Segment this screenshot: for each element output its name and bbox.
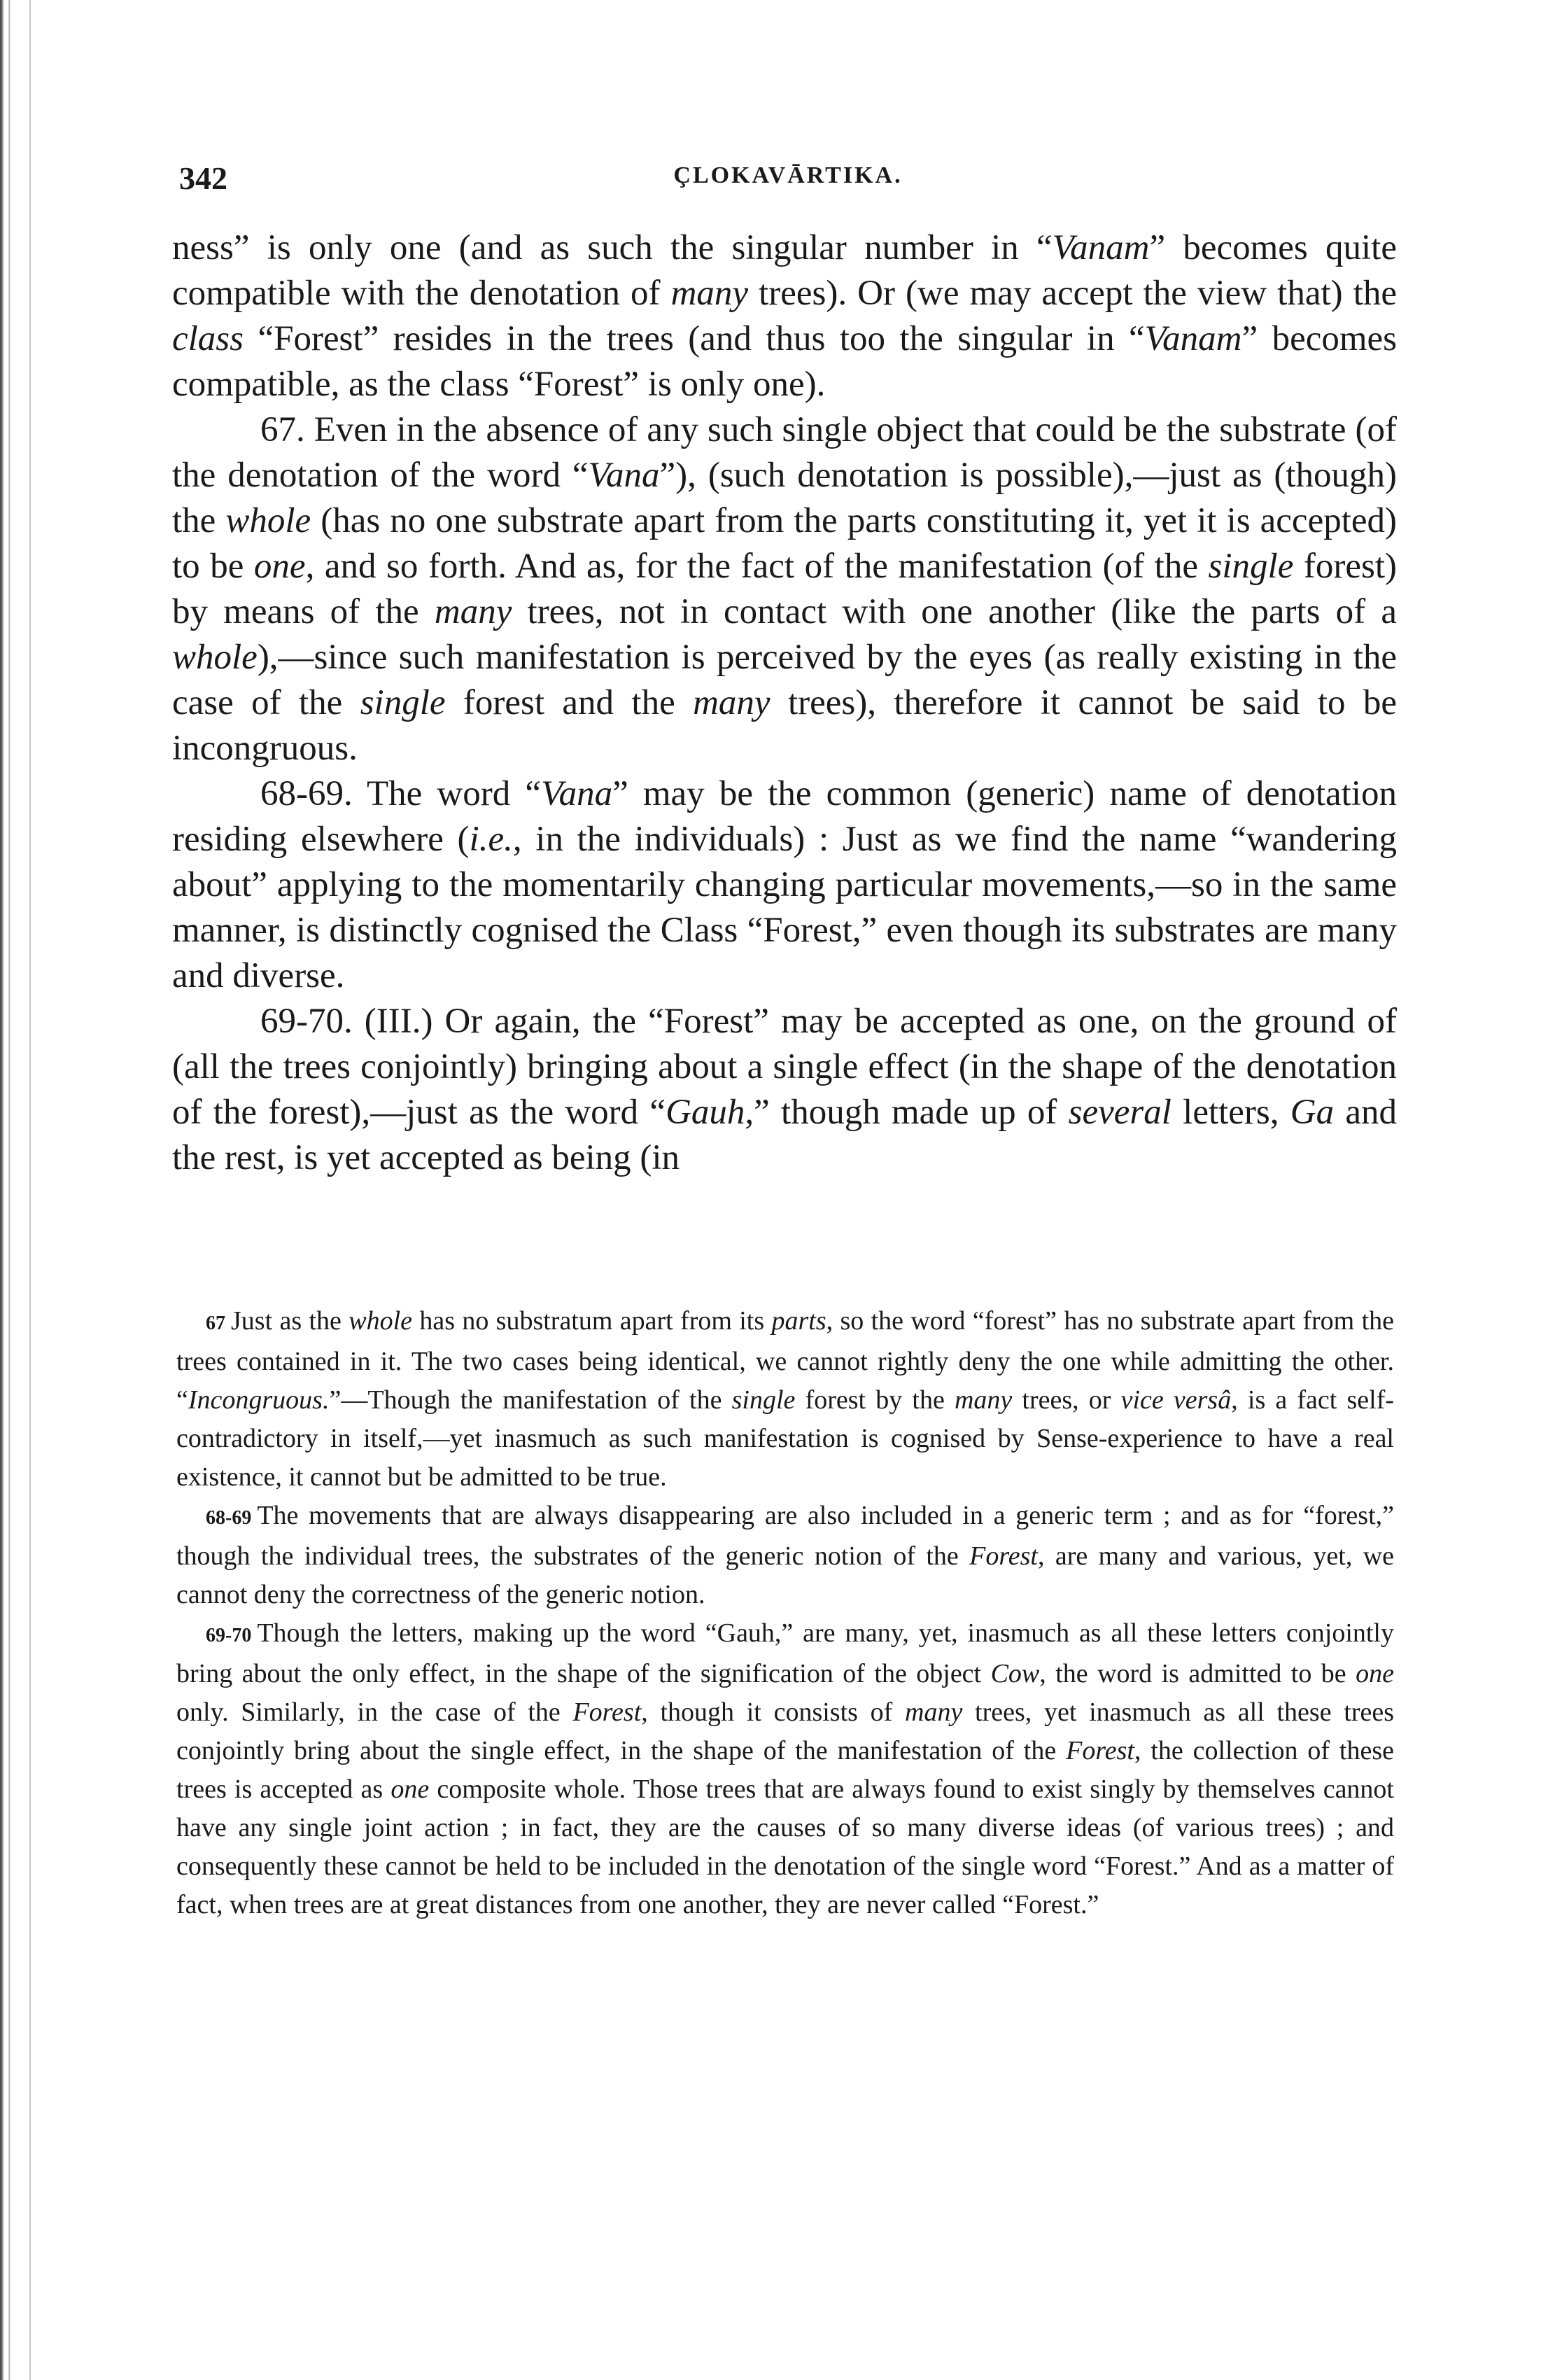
page-header (179, 160, 1397, 202)
scan-edge (0, 0, 13, 2380)
footnotes (176, 1302, 1394, 1924)
footnote-ref: 67 (206, 1312, 225, 1334)
footnote-ref: 69-70 (206, 1625, 252, 1646)
footnote-69-70: 69-70 Though the letters, making up the word “Gauh,” are many, yet, inasmuch as all these letters conjointly bring about the only effect, in the shape of the signification of the object Cow, the word is admitted to be one only. Similarly, in the case of the Forest, though it consists of many trees, yet inasmuch as all these trees conjointly bring about the single effect, in the shape of the manifestation of the Forest, the collection of these trees is accepted as one composite whole. Those trees that are always found to exist singly by themselves cannot have any single joint action ; in fact, they are the causes of so many diverse ideas (of various trees) ; and consequently these cannot be held to be included in the denotation of the single word “Forest.” And as a matter of fact, when trees are at great distances from one another, they are never called “Forest.” (176, 1618, 1394, 1919)
main-text (172, 225, 1397, 1181)
paragraph-continuation: ness” is only one (and as such the singular number in “Vanam” becomes quite compatible with the denotation of many trees). Or (we may accept the view that) the class “Forest” resides in the trees (and thus too the singular in “Vanam” becomes compatible, as the class “Forest” is only one). (172, 228, 1398, 404)
page-number: 342 (179, 160, 227, 196)
footnote-68-69: 68-69 The movements that are always disappearing are also included in a generic term ; and as for “forest,” though the individual trees, the substrates of the generic notion of the Forest, are many and various, yet, we cannot deny the correctness of the generic notion. (176, 1501, 1394, 1609)
paragraph-69-70: 69-70. (III.) Or again, the “Forest” may be accepted as one, on the ground of (all the trees conjointly) bringing about a single effect (in the shape of the denotation of the forest),—just as the word “Gauh,” though made up of several letters, Ga and the rest, is yet accepted as being (in (172, 1002, 1397, 1177)
paragraph-68-69: 68-69. The word “Vana” may be the common (generic) name of denotation residing elsewhere (i.e., in the individuals) : Just as we find the name “wandering about” applying to the momentarily changing particular movements,—so in the same manner, is distinctly cognised the Class “Forest,” even though its substrates are many and diverse. (172, 774, 1397, 995)
paragraph-67: 67. Even in the absence of any such single object that could be the substrate (of the denotation of the word “Vana”), (such denotation is possible),—just as (though) the whole (has no one substrate apart from the parts constituting it, yet it is accepted) to be one, and so forth. And as, for the fact of the manifestation (of the single forest) by means of the many trees, not in contact with one another (like the parts of a whole),—since such manifestation is perceived by the eyes (as really existing in the case of the single forest and the many trees), therefore it cannot be said to be incongruous. (172, 410, 1398, 768)
footnote-67: 67 Just as the whole has no substratum apart from its parts, so the word “forest” has no substrate apart from the trees contained in it. The two cases being identical, we cannot rightly deny the one while admitting the other. “Incongruous.”—Though the manifestation of the single forest by the many trees, or vice versâ, is a fact self-contradictory in itself,—yet inasmuch as such manifestation is cognised by Sense-experience to have a real existence, it cannot but be admitted to be true. (176, 1306, 1394, 1492)
footnote-ref: 68-69 (206, 1507, 252, 1529)
scan-edge-line (29, 0, 31, 2380)
running-title: ÇLOKAVĀRTIKA. (673, 162, 903, 188)
